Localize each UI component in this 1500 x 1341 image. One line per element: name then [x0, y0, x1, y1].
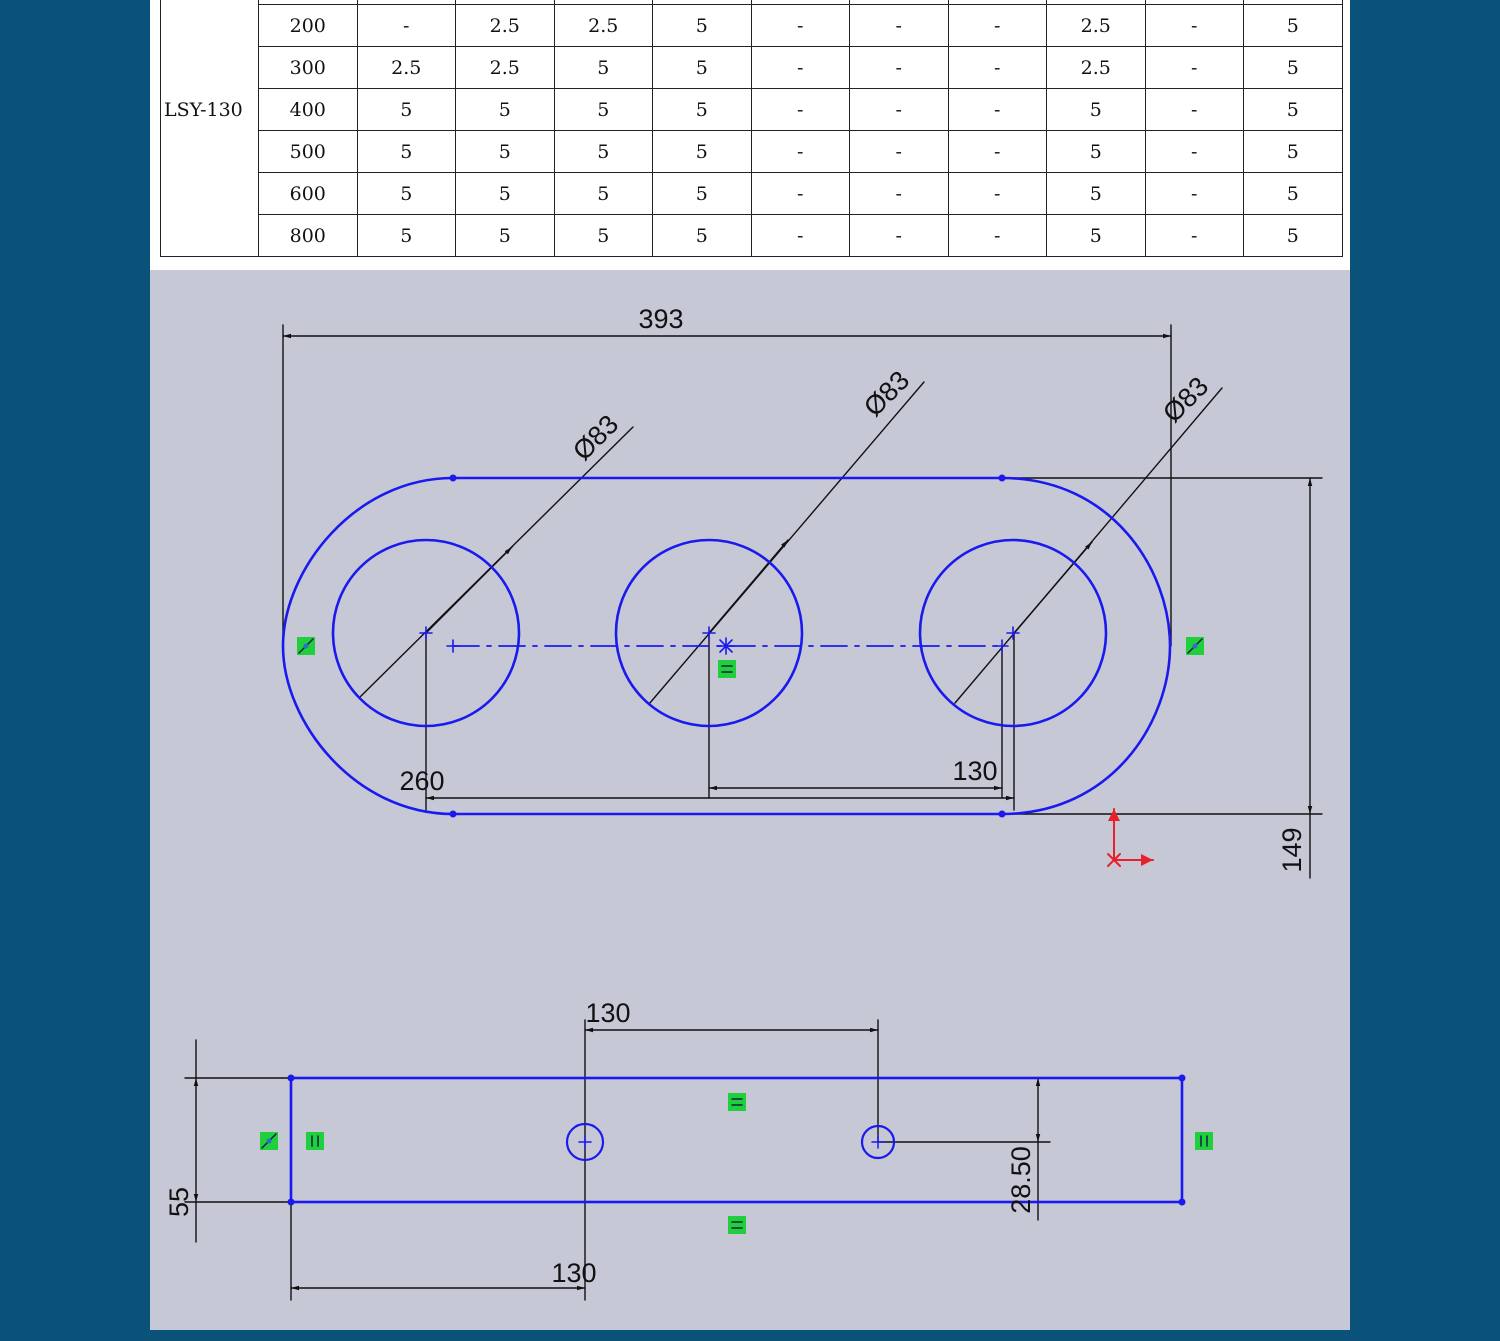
value-cell: - — [1145, 47, 1244, 89]
table-row — [161, 173, 1343, 215]
value-cell: 5 — [554, 173, 653, 215]
value-cell: 5 — [357, 131, 456, 173]
value-cell: 5 — [1047, 131, 1146, 173]
value-cell: - — [948, 47, 1047, 89]
size-cell: 300 — [259, 47, 358, 89]
value-cell: - — [1145, 5, 1244, 47]
cad-drawing-panel — [150, 270, 1350, 1330]
value-cell: 5 — [653, 173, 752, 215]
value-cell: 2.5 — [1047, 47, 1146, 89]
value-cell: 5 — [1244, 47, 1343, 89]
value-cell: 5 — [653, 47, 752, 89]
table-row — [161, 89, 1343, 131]
value-cell: 5 — [456, 173, 555, 215]
model-cell: LSY-130 — [161, 0, 259, 257]
top-view — [283, 304, 1322, 878]
value-cell: 5 — [1047, 173, 1146, 215]
value-cell: 5 — [1244, 131, 1343, 173]
table-row — [161, 5, 1343, 47]
side-hole-center-2 — [872, 1136, 884, 1148]
value-cell: - — [357, 5, 456, 47]
value-cell: 2.5 — [357, 47, 456, 89]
value-cell: 5 — [653, 89, 752, 131]
value-cell: - — [850, 89, 949, 131]
value-cell: - — [948, 215, 1047, 257]
tangent-relation-icon[interactable] — [1186, 637, 1204, 655]
center-marks — [420, 627, 1019, 654]
dimension-text-28-50: 28.50 — [1006, 1146, 1036, 1214]
value-cell: 5 — [1244, 89, 1343, 131]
value-cell: - — [751, 89, 850, 131]
value-cell: 5 — [1244, 215, 1343, 257]
value-cell: - — [850, 131, 949, 173]
value-cell: 5 — [653, 5, 752, 47]
origin-icon — [1108, 809, 1153, 866]
value-cell: 5 — [357, 89, 456, 131]
value-cell: 5 — [554, 47, 653, 89]
table-row — [161, 47, 1343, 89]
dimension-text-130: 130 — [952, 756, 998, 786]
value-cell: 5 — [456, 215, 555, 257]
side-hole-center-1 — [579, 1136, 591, 1148]
top-view-relations — [297, 637, 1204, 678]
dimension-text-side-130-top: 130 — [585, 998, 631, 1028]
value-cell: - — [948, 173, 1047, 215]
leader-arrow-2 — [709, 540, 788, 633]
dimension-text-55: 55 — [164, 1186, 194, 1218]
value-cell: - — [1145, 173, 1244, 215]
value-cell: - — [850, 47, 949, 89]
dimension-text-side-130-bottom: 130 — [551, 1258, 597, 1288]
cad-sketch-canvas — [150, 270, 1350, 1330]
size-cell: 600 — [259, 173, 358, 215]
value-cell: - — [751, 173, 850, 215]
dimension-text-393: 393 — [638, 304, 684, 334]
value-cell: - — [850, 215, 949, 257]
table-row — [161, 131, 1343, 173]
side-view — [164, 998, 1213, 1300]
horizontal-relation-icon[interactable] — [718, 660, 736, 678]
value-cell: - — [948, 5, 1047, 47]
value-cell: 5 — [554, 131, 653, 173]
value-cell: 5 — [653, 131, 752, 173]
value-cell: - — [850, 173, 949, 215]
diameter-text-1: Ø83 — [566, 408, 625, 467]
dimension-text-149: 149 — [1277, 827, 1307, 873]
value-cell: 5 — [357, 215, 456, 257]
table-row — [161, 215, 1343, 257]
value-cell: 5 — [1244, 173, 1343, 215]
value-cell: 5 — [554, 89, 653, 131]
value-cell: - — [751, 215, 850, 257]
horizontal-relation-icon[interactable] — [728, 1093, 746, 1111]
value-cell: - — [850, 5, 949, 47]
vertical-relation-icon[interactable] — [1195, 1132, 1213, 1150]
value-cell: 2.5 — [1047, 5, 1146, 47]
value-cell: - — [1145, 131, 1244, 173]
side-view-dimensions — [185, 1020, 1050, 1300]
size-cell: 500 — [259, 131, 358, 173]
tangent-relation-icon[interactable] — [297, 637, 315, 655]
value-cell: 5 — [456, 89, 555, 131]
leader-arrow-3 — [1014, 542, 1092, 633]
dimension-text-260: 260 — [399, 766, 445, 796]
size-cell: 400 — [259, 89, 358, 131]
value-cell: 5 — [653, 215, 752, 257]
spec-table — [160, 0, 1343, 257]
horizontal-relation-icon[interactable] — [728, 1216, 746, 1234]
size-cell: 200 — [259, 5, 358, 47]
value-cell: - — [751, 131, 850, 173]
value-cell: - — [948, 131, 1047, 173]
value-cell: 5 — [1047, 89, 1146, 131]
value-cell: 2.5 — [456, 47, 555, 89]
value-cell: 5 — [1047, 215, 1146, 257]
value-cell: 5 — [554, 215, 653, 257]
spec-table-panel — [150, 0, 1350, 270]
diameter-text-2: Ø83 — [857, 364, 916, 423]
value-cell: 5 — [1244, 5, 1343, 47]
value-cell: - — [1145, 89, 1244, 131]
value-cell: 2.5 — [554, 5, 653, 47]
size-cell: 800 — [259, 215, 358, 257]
side-view-relations — [260, 1093, 1213, 1234]
value-cell: - — [1145, 215, 1244, 257]
diameter-text-3: Ø83 — [1156, 370, 1215, 429]
value-cell: 5 — [357, 173, 456, 215]
vertical-relation-icon[interactable] — [306, 1132, 324, 1150]
value-cell: - — [751, 47, 850, 89]
value-cell: - — [948, 89, 1047, 131]
leader-arrow-1 — [426, 547, 512, 633]
value-cell: - — [751, 5, 850, 47]
value-cell: 2.5 — [456, 5, 555, 47]
value-cell: 5 — [456, 131, 555, 173]
tangent-relation-icon[interactable] — [260, 1132, 278, 1150]
